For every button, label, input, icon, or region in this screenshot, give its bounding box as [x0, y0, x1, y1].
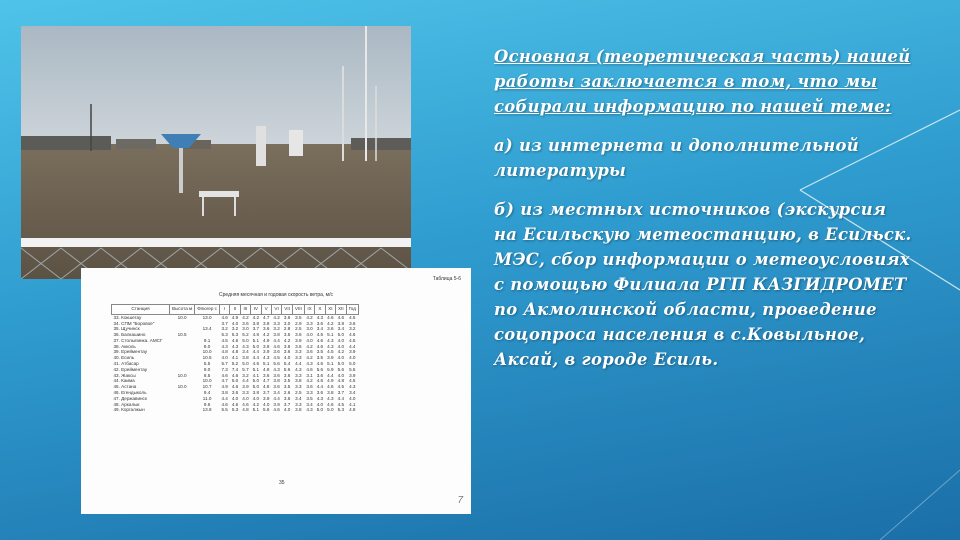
table-cell: 4.1	[231, 355, 239, 361]
table-cell: 4.5	[349, 337, 356, 343]
table-cell: 3.6	[273, 384, 280, 390]
table-cell: 4.8	[349, 407, 356, 413]
table-cell: 3.5	[295, 314, 302, 320]
table-cell: 3.6	[263, 326, 270, 332]
table-cell: 4.6	[231, 384, 239, 390]
table-cell: 3.2	[242, 372, 249, 378]
table-cell: 3.9	[263, 395, 270, 401]
table-cell: 4.2	[306, 343, 313, 349]
table-cell: 3.6	[327, 326, 334, 332]
table-cell: 10.5	[177, 332, 187, 338]
table-cell: 33. Кокшетау	[113, 314, 142, 320]
table-cell: 3.3	[306, 389, 313, 395]
table-cell: 5.3	[337, 407, 344, 413]
table-cell: 3.5	[283, 378, 291, 384]
table-cell: 3.2	[349, 326, 356, 332]
table-cell: 10.7	[202, 384, 212, 390]
table-cell: 9.0	[203, 366, 211, 372]
table-cell: 5.6	[283, 366, 291, 372]
table-cell: 4.3	[221, 343, 228, 349]
table-cell: 3.6	[316, 389, 324, 395]
table-cell: 4.4	[252, 355, 260, 361]
table-cell: 3.8	[295, 378, 302, 384]
table-cell: 3.9	[349, 349, 356, 355]
table-cell: 5.0	[349, 361, 356, 367]
table-cell: 4.3	[327, 395, 334, 401]
table-cell: 4.6	[231, 401, 239, 407]
source-local-paragraph: б) из местных источников (экскурсия на Есильскую метеостанцию, в Есильск. МЭС, сбор информации о метеоусловиях с помощью Филиала РГП КАЗГИДРОМЕТ по Акмолинской области, проведение соцопроса населения в с.Ковыльное, Аксай, в городе Есиль.	[494, 200, 912, 369]
table-cell: 4.2	[306, 314, 313, 320]
table-cell: 5.5	[203, 361, 211, 367]
table-cell: 4.3	[231, 343, 239, 349]
table-cell: 3.5	[316, 355, 324, 361]
table-cell: 4.7	[263, 314, 270, 320]
table-cell: 7.3	[221, 366, 228, 372]
table-cell: 3.5	[283, 332, 291, 338]
table-cell: 4.2	[252, 401, 260, 407]
table-cell: 5.1	[252, 366, 260, 372]
table-cell: 3.5	[306, 395, 313, 401]
table-cell: 3.6	[306, 349, 313, 355]
table-cell: 3.6	[316, 372, 324, 378]
table-cell: 4.5	[327, 349, 334, 355]
table-cell: 3.8	[327, 389, 334, 395]
table-cell: 5.0	[231, 378, 239, 384]
table-cell: 4.3	[349, 384, 356, 390]
table-cell: 4.0	[337, 355, 344, 361]
table-cell: 5.4	[283, 361, 291, 367]
table-cell: 3.6	[283, 372, 291, 378]
table-header-cell: III	[240, 305, 250, 315]
table-cell: 4.4	[252, 349, 260, 355]
table-cell: 4.0	[231, 395, 239, 401]
table-cell: 3.7	[252, 326, 260, 332]
table-cell: 4.8	[231, 349, 239, 355]
table-cell: 4.6	[316, 361, 324, 367]
table-cell: 5.3	[221, 332, 228, 338]
table-cell: 4.2	[327, 320, 334, 326]
table-cell: 3.4	[337, 326, 344, 332]
table-cell: 5.3	[231, 332, 239, 338]
table-cell: 4.2	[306, 378, 313, 384]
table-cell: 47. Державинск	[113, 395, 147, 401]
table-cell: 5.7	[242, 366, 249, 372]
table-cell: 4.4	[316, 384, 324, 390]
table-cell: 4.4	[349, 343, 356, 349]
table-header-cell: Год	[346, 305, 358, 315]
table-cell: 3.4	[349, 389, 356, 395]
table-cell: 3.5	[316, 349, 324, 355]
table-cell: 4.5	[349, 314, 356, 320]
table-cell: 3.3	[242, 389, 249, 395]
table-cell: 4.2	[306, 355, 313, 361]
table-cell: 41. Атбасар	[113, 361, 139, 367]
table-header-cell: VIII	[292, 305, 304, 315]
table-cell: 13.8	[202, 407, 212, 413]
table-cell: 4.8	[263, 384, 270, 390]
table-cell: 3.6	[283, 395, 291, 401]
table-cell: 4.2	[337, 349, 344, 355]
table-cell: 3.9	[327, 355, 334, 361]
table-cell: 4.6	[221, 372, 228, 378]
document-page-number: 35	[279, 480, 285, 486]
table-cell: 10.0	[177, 372, 187, 378]
table-header-cell: Высота м	[170, 305, 195, 315]
table-cell: 3.9	[295, 337, 302, 343]
table-cell: 3.8	[242, 355, 249, 361]
table-cell: 4.3	[242, 343, 249, 349]
table-cell: 3.3	[295, 349, 302, 355]
table-cell: 4.6	[242, 401, 249, 407]
table-cell: 46. Егендыколь	[113, 389, 147, 395]
slide-body-text	[494, 44, 914, 386]
table-cell: 43. Жаксы	[113, 372, 136, 378]
table-cell: 4.3	[306, 361, 313, 367]
table-cell: 3.8	[252, 389, 260, 395]
table-cell: 4.0	[349, 395, 356, 401]
table-cell: 4.0	[306, 332, 313, 338]
table-cell: 5.0	[316, 407, 324, 413]
table-cell: 5.5	[221, 407, 228, 413]
table-cell: 5.1	[327, 332, 334, 338]
table-cell: 4.0	[337, 343, 344, 349]
table-header-cell: II	[230, 305, 240, 315]
table-header-cell: VI	[271, 305, 281, 315]
table-cell: 45. Астана	[113, 384, 137, 390]
table-cell: 10.5	[202, 355, 212, 361]
table-cell: 3.6	[295, 332, 302, 338]
table-cell: 4.6	[221, 401, 228, 407]
table-cell: 48. Аркалык	[113, 401, 140, 407]
table-cell: 4.6	[349, 332, 356, 338]
table-cell: 10.0	[177, 314, 187, 320]
wind-speed-document-scan	[81, 268, 471, 514]
table-cell: 4.3	[273, 366, 280, 372]
table-cell: 2.8	[283, 326, 291, 332]
table-cell: 13.0	[202, 314, 212, 320]
table-cell: 10.0	[202, 349, 212, 355]
table-cell: 4.5	[316, 332, 324, 338]
table-cell: 9.4	[203, 389, 211, 395]
table-cell	[170, 408, 195, 414]
table-cell: 3.3	[273, 320, 280, 326]
table-cell: 4.0	[221, 355, 228, 361]
table-cell: 4.6	[231, 372, 239, 378]
table-cell: 4.5	[273, 355, 280, 361]
table-cell: 4.3	[295, 366, 302, 372]
table-cell: 4.2	[273, 314, 280, 320]
table-cell: 3.2	[221, 326, 228, 332]
table-header-cell: VII	[282, 305, 293, 315]
table-cell: 42. Ерейментау	[113, 366, 148, 372]
table-cell: 40. Есиль	[113, 355, 135, 361]
table-cell: 3.6	[242, 320, 249, 326]
table-cell: 4.9	[231, 314, 239, 320]
table-cell: 4.5	[337, 384, 344, 390]
table-cell: 37. Столыпинка. АМСГ	[113, 337, 163, 343]
table-cell: 4.8	[263, 366, 270, 372]
table-cell: 9.6	[203, 401, 211, 407]
intro-paragraph: Основная (теоретическая часть) нашей работы заключается в том, что мы собирали информацию по нашей теме:	[494, 47, 911, 116]
table-cell: 39. Ерейментау	[113, 349, 148, 355]
table-cell: 5.2	[242, 332, 249, 338]
table-cell: 9.1	[203, 337, 211, 343]
table-cell: 5.6	[337, 366, 344, 372]
table-cell: 2.5	[295, 389, 302, 395]
table-cell: 3.8	[263, 343, 270, 349]
table-cell: 3.8	[221, 389, 228, 395]
table-cell: 3.6	[316, 320, 324, 326]
table-cell: 4.1	[349, 401, 356, 407]
table-cell: 3.8	[273, 378, 280, 384]
table-cell: 4.4	[295, 361, 302, 367]
table-header-cell: V	[261, 305, 271, 315]
table-cell: 3.4	[295, 395, 302, 401]
table-cell: 4.5	[221, 337, 228, 343]
table-cell: 5.3	[231, 407, 239, 413]
table-header-cell: I	[219, 305, 229, 315]
table-cell: 3.6	[306, 384, 313, 390]
table-cell: 4.0	[283, 355, 291, 361]
table-cell: 4.4	[221, 395, 228, 401]
table-cell: 10.0	[177, 384, 187, 390]
table-cell: 4.4	[327, 372, 334, 378]
table-cell: 3.7	[221, 320, 228, 326]
table-cell: 3.2	[273, 326, 280, 332]
table-cell: 4.7	[221, 378, 228, 384]
table-cell: 35. Щучинск	[113, 326, 140, 332]
table-cell: 4.0	[316, 401, 324, 407]
table-cell: 4.6	[327, 314, 334, 320]
table-cell: 4.8	[221, 349, 228, 355]
table-cell: 3.6	[263, 372, 270, 378]
weather-station-photo	[21, 26, 411, 279]
table-cell: 3.9	[263, 349, 270, 355]
table-cell: 5.0	[337, 361, 344, 367]
table-cell: 3.6	[295, 343, 302, 349]
table-cell: 4.3	[263, 355, 270, 361]
table-cell: 3.9	[242, 384, 249, 390]
table-cell: 5.5	[349, 366, 356, 372]
table-cell: 4.6	[221, 314, 228, 320]
table-cell: 3.8	[337, 320, 344, 326]
table-cell: 3.6	[283, 349, 291, 355]
table-cell: 3.6	[283, 314, 291, 320]
table-cell: 3.3	[295, 384, 302, 390]
table-cell: 4.0	[349, 355, 356, 361]
table-cell: 4.9	[221, 384, 228, 390]
table-cell: 13.4	[202, 326, 212, 332]
table-cell: 11.0	[202, 395, 212, 401]
table-header-cell: Флюгер с	[195, 305, 220, 315]
table-cell: 5.0	[252, 343, 260, 349]
table-cell: 4.6	[306, 366, 313, 372]
table-cell: 4.1	[252, 372, 260, 378]
table-cell: 4.3	[327, 337, 334, 343]
table-cell: 5.0	[242, 361, 249, 367]
table-cell: 5.1	[263, 361, 270, 367]
table-cell: 4.3	[316, 395, 324, 401]
table-cell: 4.0	[283, 407, 291, 413]
table-cell: 3.4	[242, 349, 249, 355]
table-cell: 5.1	[252, 337, 260, 343]
table-cell: 34. СПМ "Боровое"	[113, 320, 155, 326]
table-header-cell: XI	[325, 305, 335, 315]
table-title: Средняя месячная и годовая скорость ветра, м/с	[219, 292, 333, 298]
table-cell: 3.4	[316, 326, 324, 332]
table-cell: 4.6	[316, 378, 324, 384]
table-caption: Таблица 5-6	[432, 276, 461, 282]
table-cell: 5.1	[252, 407, 260, 413]
table-cell: 4.2	[263, 332, 270, 338]
table-cell: 3.4	[306, 401, 313, 407]
table-cell: 4.2	[242, 314, 249, 320]
table-header-cell: X	[315, 305, 325, 315]
table-cell: 4.0	[242, 395, 249, 401]
source-internet-paragraph: а) из интернета и дополнительной литературы	[494, 136, 859, 180]
table-cell: 49. Коргалжын	[113, 407, 145, 413]
table-cell: 3.6	[273, 372, 280, 378]
table-cell: 3.7	[337, 389, 344, 395]
table-cell: 5.0	[242, 337, 249, 343]
table-cell: 8.5	[203, 372, 211, 378]
table-cell: 3.3	[295, 372, 302, 378]
table-cell: 3.2	[231, 326, 239, 332]
table-cell: 5.0	[337, 332, 344, 338]
table-cell: 4.9	[327, 378, 334, 384]
table-header-cell: Станция	[112, 305, 170, 315]
wind-speed-table	[111, 304, 359, 413]
table-cell: 4.2	[252, 314, 260, 320]
table-cell: 7.4	[231, 366, 239, 372]
table-cell: 36. Балкашино	[113, 332, 146, 338]
table-cell: 4.8	[242, 407, 249, 413]
table-cell: 4.5	[349, 378, 356, 384]
table-cell: 3.9	[349, 372, 356, 378]
table-cell: 3.6	[349, 320, 356, 326]
table-cell: 4.6	[273, 407, 280, 413]
table-cell: 4.6	[231, 337, 239, 343]
table-cell: 4.0	[337, 372, 344, 378]
table-cell: 4.0	[337, 337, 344, 343]
table-cell: 3.6	[273, 349, 280, 355]
table-cell: 4.7	[263, 378, 270, 384]
table-cell: 4.6	[327, 401, 334, 407]
table-cell: 3.7	[263, 389, 270, 395]
table-cell: 5.7	[221, 361, 228, 367]
table-cell: 3.3	[306, 320, 313, 326]
table-cell: 4.6	[316, 343, 324, 349]
table-cell: 3.8	[283, 343, 291, 349]
table-cell: 2.6	[283, 389, 291, 395]
table-cell: 3.8	[263, 320, 270, 326]
table-cell: 4.3	[306, 407, 313, 413]
table-cell: 3.5	[283, 384, 291, 390]
table-cell: 4.3	[316, 314, 324, 320]
table-cell: 4.6	[337, 314, 344, 320]
table-cell: 4.6	[327, 384, 334, 390]
document-page-mark: 7	[457, 495, 463, 506]
table-cell: 5.6	[263, 407, 270, 413]
table-cell: 10.0	[202, 378, 212, 384]
table-cell: 3.0	[242, 326, 249, 332]
table-cell: 4.0	[306, 337, 313, 343]
table-cell: 2.5	[295, 326, 302, 332]
table-cell: 5.9	[327, 366, 334, 372]
table-cell: 3.4	[273, 389, 280, 395]
table-header-cell: IV	[251, 305, 261, 315]
table-cell: 4.3	[327, 343, 334, 349]
table-cell: 4.9	[263, 337, 270, 343]
table-cell: 5.6	[273, 361, 280, 367]
table-cell: 4.5	[337, 401, 344, 407]
table-cell: 5.6	[316, 366, 324, 372]
table-cell: 4.8	[337, 378, 344, 384]
table-cell: 4.6	[273, 343, 280, 349]
table-cell: 3.3	[295, 401, 302, 407]
table-cell: 3.0	[283, 320, 291, 326]
table-cell: 3.6	[231, 389, 239, 395]
table-cell: 5.1	[327, 361, 334, 367]
table-cell: 4.8	[252, 332, 260, 338]
table-cell: 5.2	[231, 361, 239, 367]
table-cell: 3.8	[252, 320, 260, 326]
table-cell: 3.8	[295, 407, 302, 413]
table-cell: 4.0	[252, 395, 260, 401]
table-cell: 4.4	[242, 378, 249, 384]
table-cell: 4.4	[273, 337, 280, 343]
table-cell: 44. Каима	[113, 378, 135, 384]
table-cell: 4.6	[316, 337, 324, 343]
table-cell: 3.1	[306, 372, 313, 378]
table-cell: 4.0	[263, 401, 270, 407]
table-cell: 2.9	[295, 320, 302, 326]
table-cell: 5.0	[252, 378, 260, 384]
table-cell: 3.9	[273, 401, 280, 407]
table-cell: 3.3	[295, 355, 302, 361]
table-header-cell: IX	[304, 305, 314, 315]
table-cell: 3.7	[283, 401, 291, 407]
table-cell: 38. Акколь	[113, 343, 136, 349]
table-cell: 4.4	[273, 395, 280, 401]
table-cell: 4.6	[252, 361, 260, 367]
table-cell: 3.8	[273, 332, 280, 338]
table-cell: 5.0	[327, 407, 334, 413]
table-cell: 3.0	[306, 326, 313, 332]
table-cell: 4.0	[231, 320, 239, 326]
table-row	[112, 408, 359, 414]
table-header-cell: XII	[336, 305, 347, 315]
table-cell: 8.0	[203, 343, 211, 349]
table-cell: 5.0	[252, 384, 260, 390]
table-cell: 4.4	[337, 395, 344, 401]
table-cell: 4.2	[283, 337, 291, 343]
